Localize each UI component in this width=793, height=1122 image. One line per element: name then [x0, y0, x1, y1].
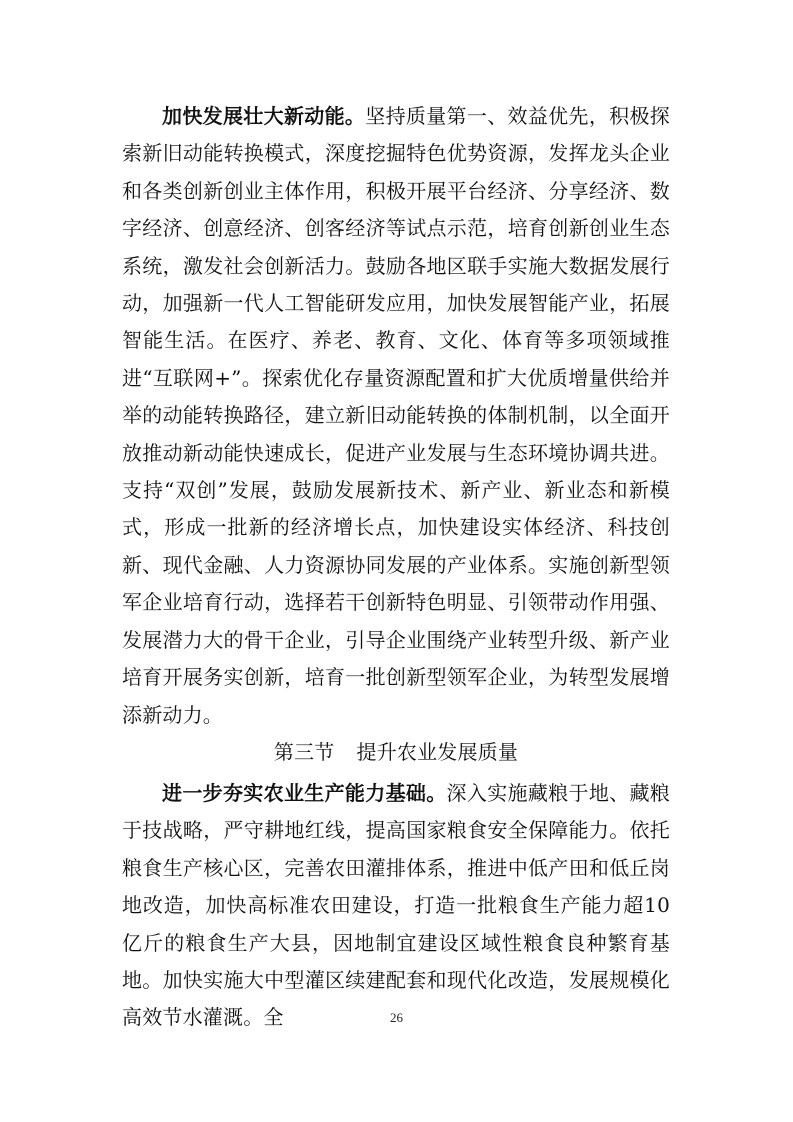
paragraph-new-momentum — [122, 98, 670, 734]
section-heading — [122, 734, 670, 775]
paragraph-lead-heading: 加快发展壮大新动能。 — [162, 104, 366, 128]
section-number: 第三节 — [273, 739, 335, 764]
paragraph-body-text: 坚持质量第一、效益优先，积极探索新旧动能转换模式，深度挖掘特色优势资源，发挥龙头企业和各类创新创业主体作用，积极开展平台经济、分享经济、数字经济、创意经济、创客经济等试点示范，培育创新创业生态系统，激发社会创新活力。鼓励各地区联手实施大数据发展行动，加强新一代人工智能研发应用，加快发展智能产业，拓展智能生活。在医疗、养老、教育、文化、体育等多项领域推进“互联网+”。探索优化存量资源配置和扩大优质增量供给并举的动能转换路径，建立新旧动能转换的体制机制，以全面开放推动新动能快速成长，促进产业发展与生态环境协调共进。支持“双创”发展，鼓励发展新技术、新产业、新业态和新模式，形成一批新的经济增长点，加快建设实体经济、科技创新、现代金融、人力资源协同发展的产业体系。实施创新型领军企业培育行动，选择若干创新特色明显、引领带动作用强、发展潜力大的骨干企业，引导企业围绕产业转型升级、新产业培育开展务实创新，培育一批创新型领军企业，为转型发展增添新动力。 — [122, 104, 670, 727]
paragraph-agriculture-foundation — [122, 775, 670, 1037]
paragraph-lead-heading: 进一步夯实农业生产能力基础。 — [162, 780, 447, 805]
page-number: 26 — [390, 1010, 403, 1025]
paragraph-body-text: 深入实施藏粮于地、藏粮于技战略，严守耕地红线，提高国家粮食安全保障能力。依托粮食生产核心区，完善农田灌排体系，推进中低产田和低丘岗地改造，加快高标准农田建设，打造一批粮食生产能力超10亿斤的粮食生产大县，因地制宜建设区域性粮食良种繁育基地。加快实施大中型灌区续建配套和现代化改造，发展规模化高效节水灌溉。全 — [122, 780, 670, 1030]
section-title: 提升农业发展质量 — [356, 739, 519, 764]
page-content — [122, 98, 670, 1037]
